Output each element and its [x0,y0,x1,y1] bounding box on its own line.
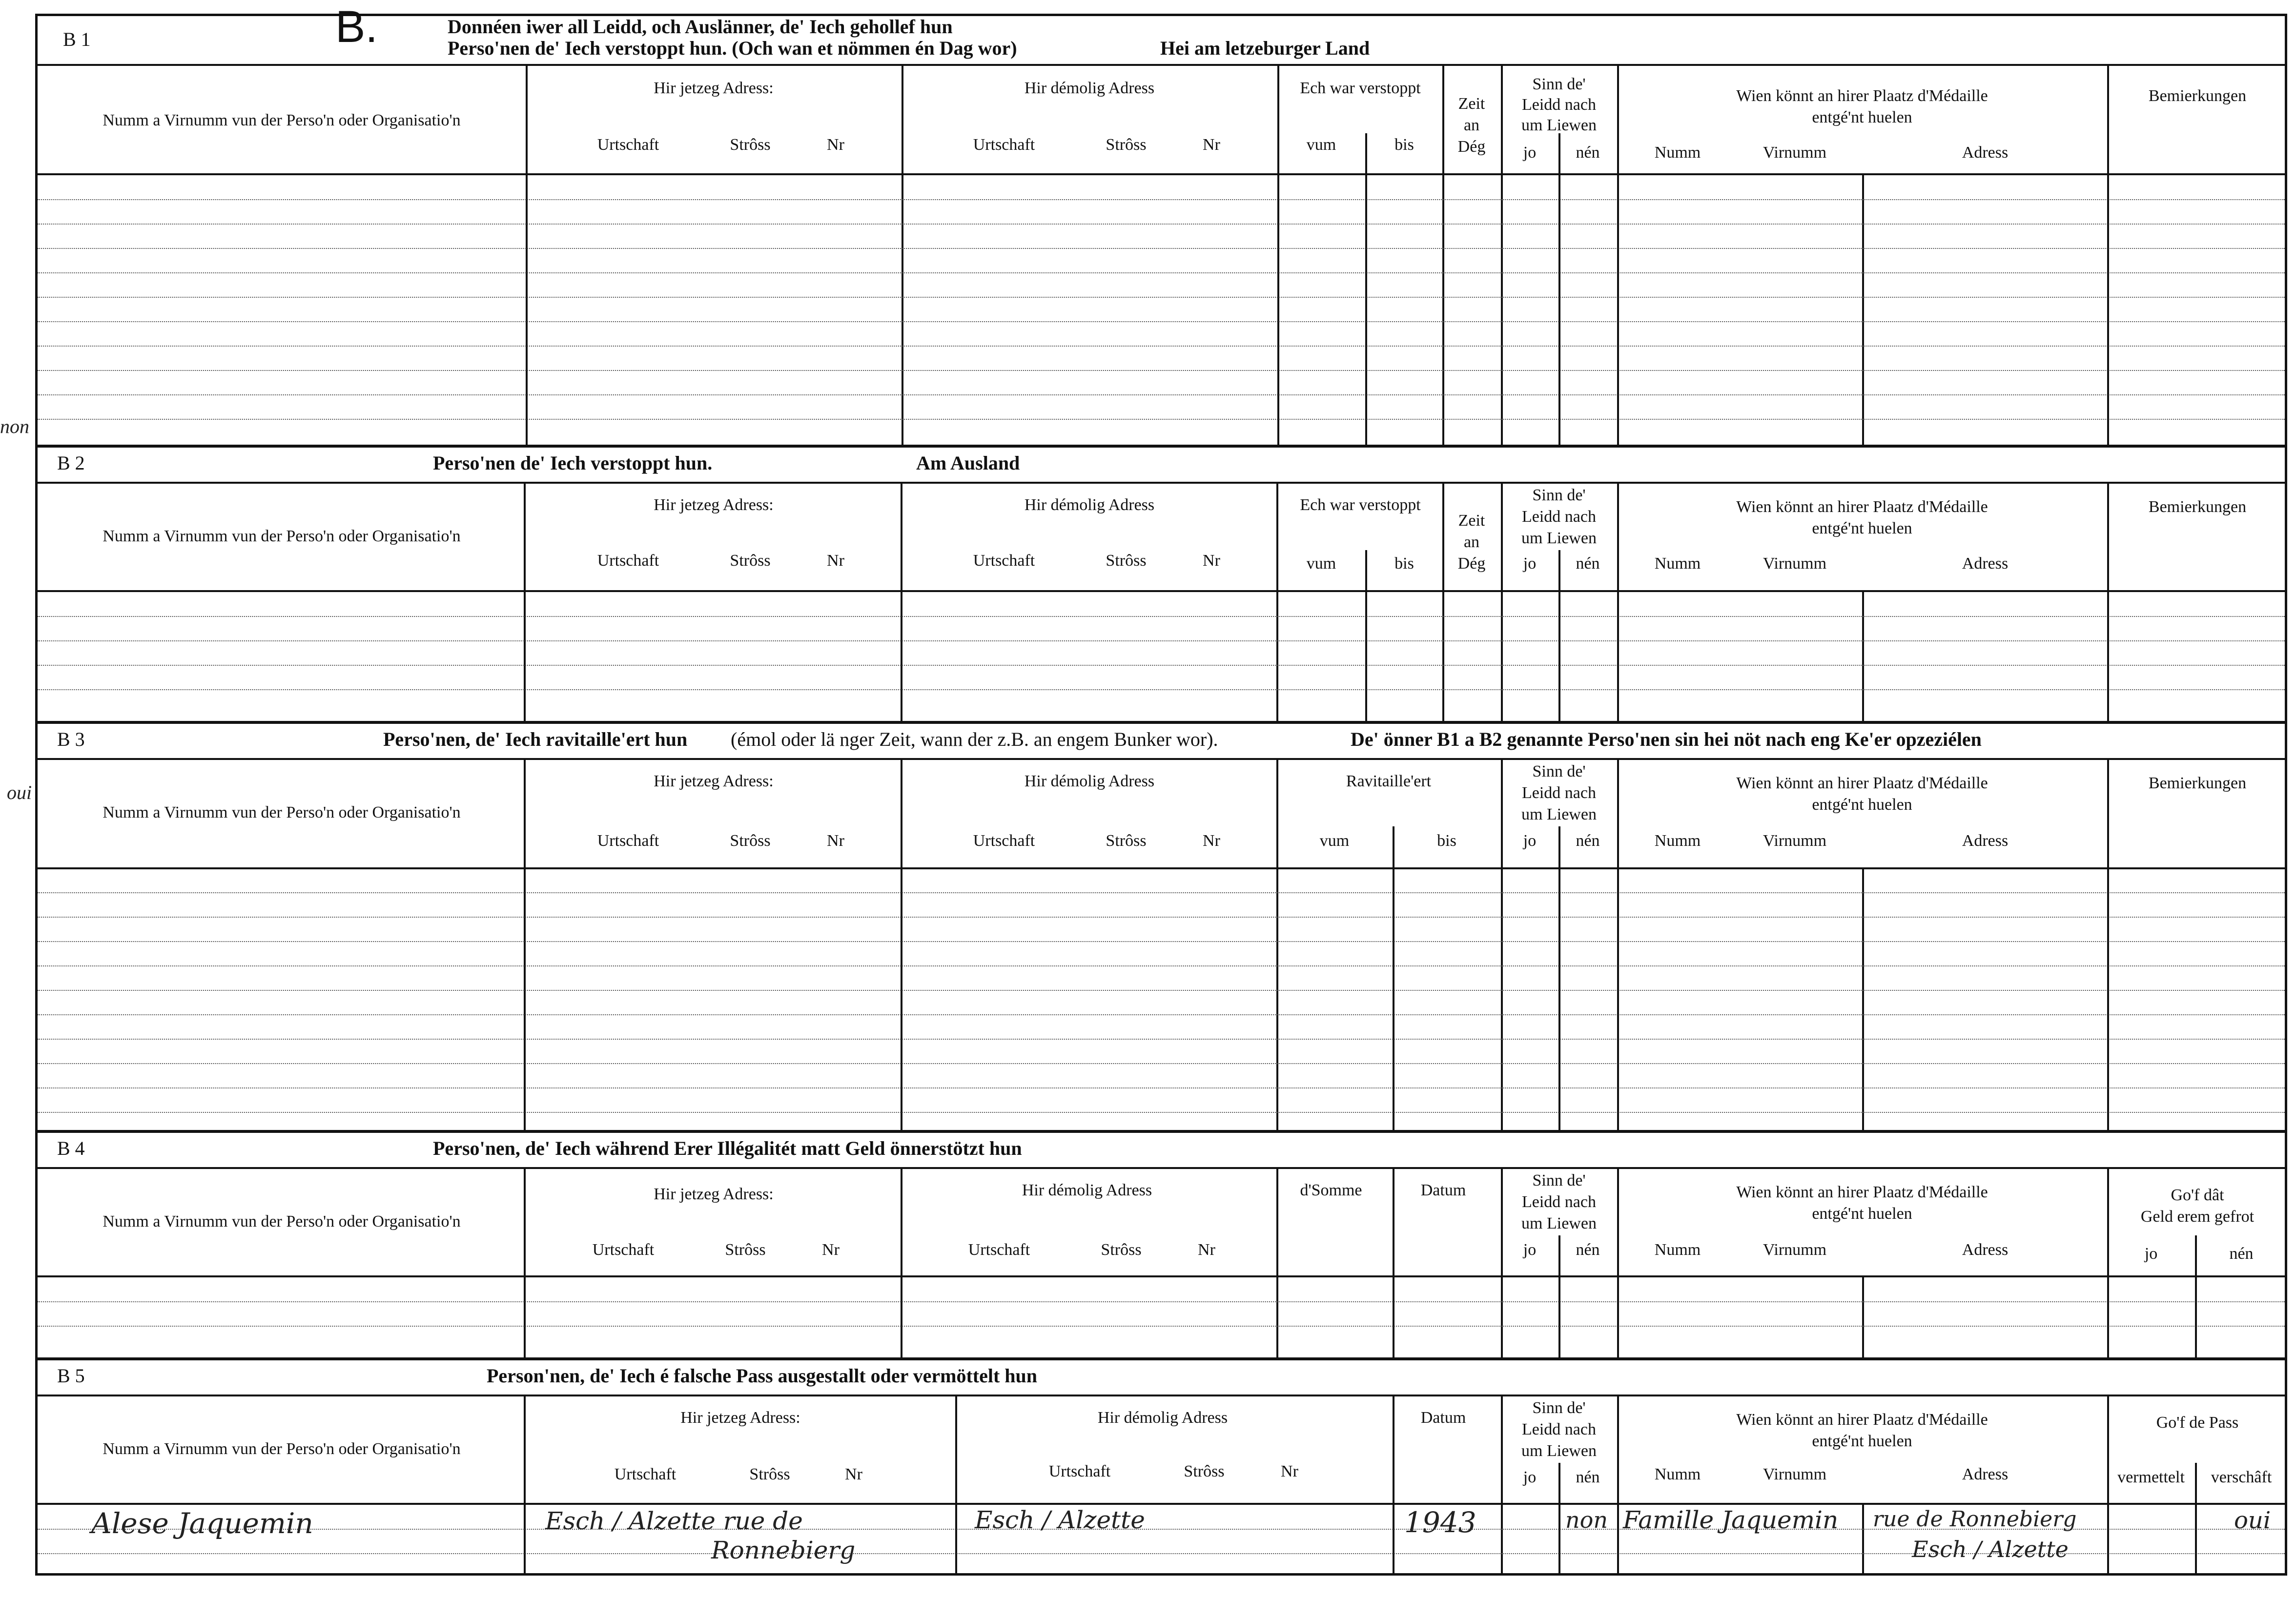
col-place: Urtschaft [973,832,1035,850]
col-place: Urtschaft [597,136,659,154]
col-street: Strôss [1106,136,1147,154]
col-date: Datum [1420,1181,1466,1199]
col-place: Urtschaft [973,136,1035,154]
col-nr: Nr [1203,832,1220,850]
col-place: Urtschaft [1048,1462,1111,1480]
col-street: Strôss [730,832,771,850]
col-nr: Nr [1198,1241,1215,1259]
col-until: bis [1394,136,1414,154]
col-sense: Leidd nach [1522,96,1596,114]
col-no: nén [1576,554,1600,573]
section-subtitle: Am Ausland [916,452,1020,474]
col-from: vum [1319,832,1350,850]
col-address: Adress [1962,554,2009,573]
section-b2 [35,445,2287,723]
col-current-address: Hir jetzeg Adress: [680,1409,800,1427]
col-address: Adress [1962,1465,2009,1483]
col-sum: d'Somme [1300,1181,1362,1199]
col-address: Adress [1962,832,2009,850]
col-firstname: Virnumm [1763,832,1827,850]
col-medal: Wien könnt an hirer Plaatz d'Médaille [1736,774,1988,792]
col-place: Urtschaft [597,832,659,850]
col-firstname: Virnumm [1763,1241,1827,1259]
entry-medal-name: Famille Jaquemin [1623,1506,1839,1534]
col-address: Adress [1962,144,2009,162]
col-surname: Numm [1654,1465,1701,1483]
col-days: Zeit [1458,512,1485,530]
col-surname: Numm [1654,554,1701,573]
col-no: nén [1576,1468,1600,1486]
section-title: Perso'nen, de' Iech während Erer Illégalitét matt Geld önnerstötzt hun [433,1137,1022,1159]
col-nr: Nr [845,1465,862,1483]
col-street: Strôss [725,1241,766,1259]
col-sense: um Liewen [1521,805,1597,823]
col-yes: jo [2144,1245,2158,1263]
entry-procured: oui [2234,1507,2271,1534]
col-sense: Leidd nach [1522,1420,1596,1438]
col-no: nén [1576,144,1600,162]
col-place: Urtschaft [592,1241,655,1259]
col-supplied: Ravitaille'ert [1346,772,1432,790]
col-medal: Wien könnt an hirer Plaatz d'Médaille [1736,87,1988,105]
col-nr: Nr [1281,1462,1298,1480]
col-street: Strôss [1106,832,1147,850]
col-firstname: Virnumm [1763,554,1827,573]
section-label: B 4 [57,1137,85,1159]
section-subtitle: Hei am letzeburger Land [1160,37,1370,59]
col-medal: Wien könnt an hirer Plaatz d'Médaille [1736,1183,1988,1201]
col-sense: um Liewen [1521,529,1597,547]
entry-former-address: Esch / Alzette [975,1506,1145,1534]
col-days: Dég [1457,554,1486,573]
col-from: vum [1306,136,1336,154]
col-yes: jo [1523,832,1537,850]
col-name: Numm a Virnumm vun der Perso'n oder Organisatio'n [102,1440,461,1458]
col-current-address: Hir jetzeg Adress: [654,496,774,514]
margin-mark-non: non [0,415,29,437]
col-yes: jo [1523,1468,1537,1486]
col-nr: Nr [827,832,844,850]
col-hidden: Ech war verstoppt [1300,79,1421,97]
col-remarks: Bemierkungen [2148,87,2247,105]
section-b1 [35,2,2287,447]
col-medal: entgé'nt huelen [1812,796,1912,814]
section-title: Perso'nen de' Iech verstoppt hun. (Och wan et nömmen én Dag wor) [448,37,1017,59]
col-medal: entgé'nt huelen [1812,108,1912,126]
col-procured: verschâft [2211,1468,2272,1486]
col-yes: jo [1523,144,1537,162]
col-sense: Sinn de' [1532,75,1586,93]
col-days: Zeit [1458,95,1485,113]
section-title: Donnéen iwer all Leidd, och Auslänner, de' Iech gehollef hun [448,16,953,38]
col-name: Numm a Virnumm vun der Perso'n oder Organisatio'n [102,527,461,545]
section-title: Perso'nen, de' Iech ravitaille'ert hun [383,728,688,750]
col-date: Datum [1420,1409,1466,1427]
col-place: Urtschaft [614,1465,676,1483]
col-medal: Wien könnt an hirer Plaatz d'Médaille [1736,1411,1988,1429]
col-nr: Nr [822,1241,840,1259]
col-current-address: Hir jetzeg Adress: [654,772,774,790]
section-note: (émol oder lä nger Zeit, wann der z.B. an engem Bunker wor). [731,728,1218,750]
section-title: Person'nen, de' Iech é falsche Pass ausgestallt oder vermöttelt hun [487,1365,1038,1387]
col-firstname: Virnumm [1763,1465,1827,1483]
col-yes: jo [1523,554,1537,573]
col-medal: entgé'nt huelen [1812,1205,1912,1223]
col-from: vum [1306,554,1336,573]
col-remarks: Bemierkungen [2148,774,2247,792]
col-firstname: Virnumm [1763,144,1827,162]
entry-current-address: Esch / Alzette rue de [545,1507,803,1535]
entry-medal-address: Esch / Alzette [1912,1536,2069,1562]
col-nr: Nr [827,136,844,154]
section-label: B 3 [57,728,85,750]
col-name: Numm a Virnumm vun der Perso'n oder Organisatio'n [102,1212,461,1231]
col-medal: entgé'nt huelen [1812,519,1912,537]
col-days: an [1463,533,1480,551]
col-sense: Sinn de' [1532,1171,1586,1190]
col-days: Dég [1457,138,1486,156]
col-money-asked: Geld erem gefrot [2140,1208,2255,1226]
section-label: B 5 [57,1365,85,1387]
col-no: nén [1576,832,1600,850]
col-name: Numm a Virnumm vun der Perso'n oder Organisatio'n [102,803,461,821]
col-sense: um Liewen [1521,1214,1597,1232]
col-former-address: Hir démolig Adress [1024,496,1155,514]
col-street: Strôss [1184,1462,1225,1480]
col-street: Strôss [749,1465,790,1483]
section-b5 [35,1358,2287,1576]
col-surname: Numm [1654,144,1701,162]
col-street: Strôss [1106,552,1147,570]
col-sense: Leidd nach [1522,1193,1596,1211]
col-surname: Numm [1654,832,1701,850]
section-label: B 2 [57,452,85,474]
col-remarks: Bemierkungen [2148,498,2247,516]
col-sense: Leidd nach [1522,508,1596,526]
entry-date: 1943 [1404,1506,1476,1539]
col-sense: Sinn de' [1532,762,1586,780]
section-title: Perso'nen de' Iech verstoppt hun. [433,452,713,474]
col-sense: Leidd nach [1522,784,1596,802]
col-place: Urtschaft [968,1241,1030,1259]
col-no: nén [2229,1245,2254,1263]
entry-current-address: Ronnebierg [711,1536,856,1564]
col-former-address: Hir démolig Adress [1024,772,1155,790]
col-pass: Go'f de Pass [2156,1414,2239,1432]
entry-name: Alese Jaquemin [91,1507,313,1540]
section-label: B 1 [63,28,91,50]
col-sense: Sinn de' [1532,1399,1586,1417]
section-b3 [35,721,2287,1132]
col-address: Adress [1962,1241,2009,1259]
col-sense: um Liewen [1521,1442,1597,1460]
col-until: bis [1437,832,1456,850]
col-mediated: vermettelt [2117,1468,2185,1486]
col-nr: Nr [1203,136,1220,154]
col-no: nén [1576,1241,1600,1259]
entry-medal-address: rue de Ronnebierg [1873,1507,2077,1532]
col-nr: Nr [1203,552,1220,570]
col-sense: Sinn de' [1532,486,1586,504]
col-medal: Wien könnt an hirer Plaatz d'Médaille [1736,498,1988,516]
form-letter: B. [335,2,378,52]
section-b4 [35,1130,2287,1360]
margin-mark-oui: oui [7,781,32,803]
col-former-address: Hir démolig Adress [1022,1181,1152,1199]
col-sense: um Liewen [1521,116,1597,134]
col-nr: Nr [827,552,844,570]
entry-sense-no: non [1565,1507,1608,1533]
col-former-address: Hir démolig Adress [1024,79,1155,97]
col-money-asked: Go'f dât [2171,1186,2224,1204]
section-note-bold: De' önner B1 a B2 genannte Perso'nen sin hei nöt nach eng Ke'er opzeziélen [1351,728,1982,750]
col-name: Numm a Virnumm vun der Perso'n oder Organisatio'n [102,111,461,129]
col-days: an [1463,116,1480,134]
col-current-address: Hir jetzeg Adress: [654,1185,774,1203]
col-street: Strôss [1101,1241,1142,1259]
col-street: Strôss [730,552,771,570]
col-place: Urtschaft [597,552,659,570]
col-medal: entgé'nt huelen [1812,1432,1912,1450]
col-current-address: Hir jetzeg Adress: [654,79,774,97]
col-surname: Numm [1654,1241,1701,1259]
col-until: bis [1394,554,1414,573]
col-yes: jo [1523,1241,1537,1259]
col-hidden: Ech war verstoppt [1300,496,1421,514]
col-place: Urtschaft [973,552,1035,570]
col-street: Strôss [730,136,771,154]
col-former-address: Hir démolig Adress [1097,1409,1228,1427]
